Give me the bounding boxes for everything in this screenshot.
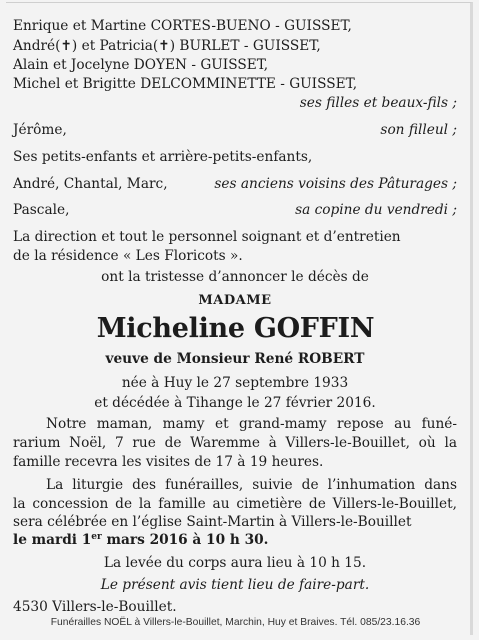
family-line-2: André(✝) et Patricia(✝) BURLET - GUISSET,	[13, 38, 321, 54]
died-line: et décédée à Tihange le 27 février 2016.	[94, 395, 376, 411]
liturgy-line-3: sera célébrée en l’église Saint-Martin à Villers-le-Bouillet	[13, 514, 412, 530]
liturgy-line-2: la concession de la famille au cimetière de Villers-le-Bouillet,	[13, 496, 457, 512]
godson-line	[13, 121, 457, 140]
neighbours-names: André, Chantal, Marc,	[13, 176, 168, 192]
funeral-home-footer: Funérailles NOËL à Villers-le-Bouillet, Marchin, Huy et Braives. Tél. 085/23.16.36	[50, 617, 421, 628]
deceased-name: Micheline GOFFIN	[96, 313, 375, 344]
godson-name: Jérôme,	[13, 122, 67, 138]
friend-line	[13, 201, 457, 220]
ceremony-date-part1: le mardi 1	[13, 532, 92, 548]
staff-line-2: de la résidence « Les Floricots ».	[13, 248, 243, 264]
friend-name: Pascale,	[13, 202, 70, 218]
visit-line-1: Notre maman, mamy et grand-mamy repose au funé-	[46, 416, 457, 432]
family-line-3: Alain et Jocelyne DOYEN - GUISSET,	[13, 57, 269, 73]
ceremony-date-part2: mars 2016 à 10 h 30.	[101, 532, 269, 548]
staff-line-1: La direction et tout le personnel soignant et d’entretien	[13, 229, 401, 245]
born-line: née à Huy le 27 septembre 1933	[121, 375, 349, 391]
friend-role: sa copine du vendredi ;	[295, 202, 457, 218]
ceremony-date	[13, 531, 457, 550]
visit-line-2: rarium Noël, 7 rue de Waremme à Villers-le-Bouillet, où la	[13, 435, 457, 451]
announce-line: ont la tristesse d’annoncer le décès de	[101, 269, 369, 285]
ceremony-date-sup: er	[91, 532, 102, 542]
family-line-1: Enrique et Martine CORTES-BUENO - GUISSET,	[13, 18, 352, 34]
neighbours-role: ses anciens voisins des Pâturages ;	[214, 176, 457, 192]
family-line-4: Michel et Brigitte DELCOMMINETTE - GUISSET,	[13, 76, 358, 92]
liturgy-line-1: La liturgie des funérailles, suivie de l’inhumation dans	[46, 477, 457, 493]
widow-line: veuve de Monsieur René ROBERT	[105, 351, 365, 367]
neighbours-line	[13, 175, 457, 194]
daughters-label: ses filles et beaux-fils ;	[299, 95, 457, 111]
visit-line-3: famille recevra les visites de 17 à 19 heures.	[13, 454, 324, 470]
levee-line: La levée du corps aura lieu à 10 h 15.	[103, 555, 367, 571]
avis-line: Le présent avis tient lieu de faire-part.	[100, 577, 370, 593]
grandchildren-line: Ses petits-enfants et arrière-petits-enfants,	[13, 149, 313, 165]
madame-label: MADAME	[198, 293, 272, 308]
godson-role: son filleul ;	[380, 122, 457, 138]
address-line: 4530 Villers-le-Bouillet.	[13, 599, 177, 615]
